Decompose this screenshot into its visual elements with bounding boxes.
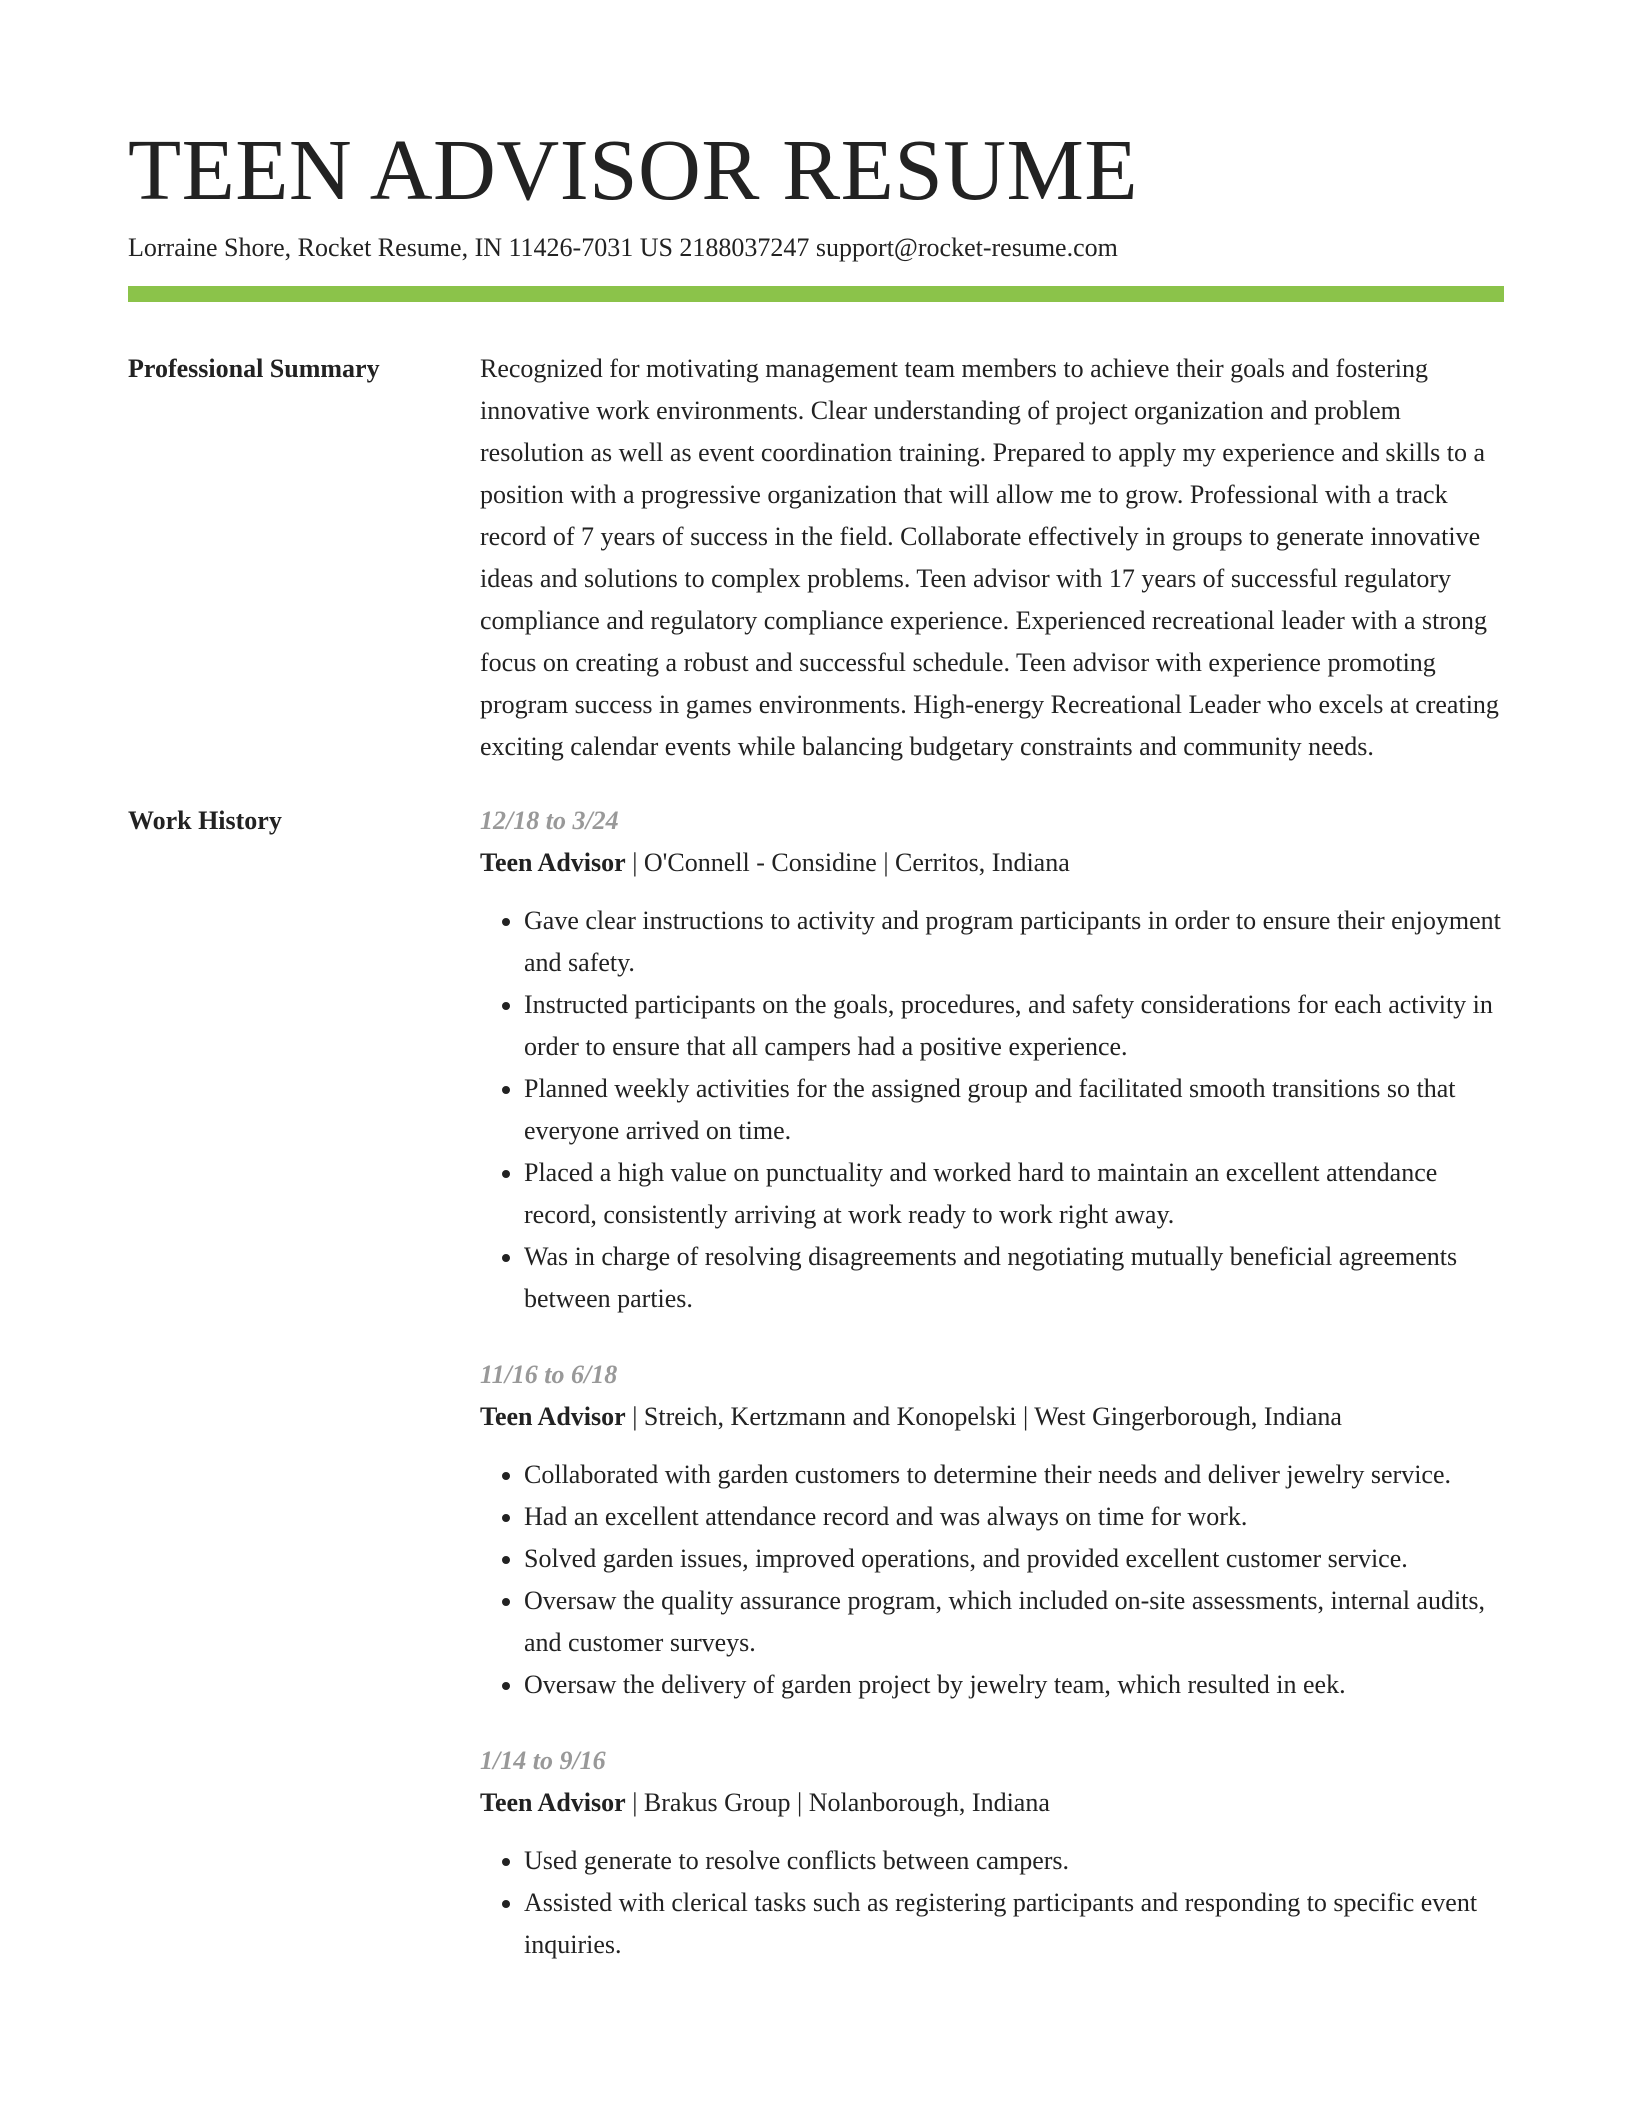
job-separator: |	[625, 1402, 644, 1431]
work-history-label: Work History	[128, 806, 282, 835]
job-bullet: • Gave clear instructions to activity and program participants in order to ensure their enjoyment and safety.	[524, 900, 1504, 984]
job-location: Nolanborough, Indiana	[808, 1788, 1050, 1817]
job-bullet: • Collaborated with garden customers to determine their needs and deliver jewelry service.	[524, 1454, 1504, 1496]
job-location: Cerritos, Indiana	[895, 848, 1070, 877]
job-bullet: • Assisted with clerical tasks such as registering participants and responding to specific event inquiries.	[524, 1882, 1504, 1966]
job-entry	[480, 800, 1504, 1320]
job-dates: 12/18 to 3/24	[480, 806, 619, 835]
job-title: Teen Advisor	[480, 1402, 626, 1431]
job-title: Teen Advisor	[480, 1788, 626, 1817]
job-bullet: • Used generate to resolve conflicts between campers.	[524, 1840, 1504, 1882]
work-history-section	[128, 800, 1504, 2000]
job-bullet: • Planned weekly activities for the assigned group and facilitated smooth transitions so that everyone arrived on time.	[524, 1068, 1504, 1152]
job-entry	[480, 1740, 1504, 1966]
job-separator: |	[790, 1788, 809, 1817]
job-bullet-list	[480, 1454, 1504, 1706]
job-company: Brakus Group	[643, 1788, 791, 1817]
job-separator: |	[625, 848, 644, 877]
job-dates: 1/14 to 9/16	[480, 1746, 606, 1775]
job-company: O'Connell - Considine	[643, 848, 877, 877]
work-history-body	[480, 800, 1504, 2000]
job-location: West Gingerborough, Indiana	[1034, 1402, 1342, 1431]
job-title: Teen Advisor	[480, 848, 626, 877]
job-bullet: • Instructed participants on the goals, procedures, and safety considerations for each activity in order to ensure that all campers had a positive experience.	[524, 984, 1504, 1068]
job-bullet: • Was in charge of resolving disagreements and negotiating mutually beneficial agreements between parties.	[524, 1236, 1504, 1320]
job-separator: |	[1016, 1402, 1035, 1431]
job-bullet: • Had an excellent attendance record and was always on time for work.	[524, 1496, 1504, 1538]
job-bullet: • Solved garden issues, improved operations, and provided excellent customer service.	[524, 1538, 1504, 1580]
summary-label: Professional Summary	[128, 354, 380, 383]
resume-title: TEEN ADVISOR RESUME	[128, 121, 1139, 218]
contact-line: Lorraine Shore, Rocket Resume, IN 11426-7031 US 2188037247 support@rocket-resume.com	[128, 233, 1118, 262]
job-entry	[480, 1354, 1504, 1706]
resume-page	[128, 0, 1504, 2000]
job-separator: |	[625, 1788, 644, 1817]
job-dates: 11/16 to 6/18	[480, 1360, 618, 1389]
summary-text: Recognized for motivating management team members to achieve their goals and fostering innovative work environments. Clear understanding of project organization and problem resolution as well as event coordination training. Prepared to apply my experience and skills to a position with a progressive organization that will allow me to grow. Professional with a track record of 7 years of success in the field. Collaborate effectively in groups to generate innovative ideas and solutions to complex problems. Teen advisor with 17 years of successful regulatory compliance and regulatory compliance experience. Experienced recreational leader with a strong focus on creating a robust and successful schedule. Teen advisor with experience promoting program success in games environments. High-energy Recreational Leader who excels at creating exciting calendar events while balancing budgetary constraints and community needs.	[480, 354, 1499, 761]
job-separator: |	[876, 848, 896, 877]
summary-body	[480, 348, 1504, 768]
job-title-line	[480, 842, 1504, 884]
job-bullet: • Placed a high value on punctuality and worked hard to maintain an excellent attendance record, consistently arriving at work ready to work right away.	[524, 1152, 1504, 1236]
job-bullet: • Oversaw the quality assurance program, which included on-site assessments, internal audits, and customer surveys.	[524, 1580, 1504, 1664]
accent-divider	[128, 286, 1504, 302]
job-title-line	[480, 1782, 1504, 1824]
job-title-line	[480, 1396, 1504, 1438]
summary-section	[128, 348, 1504, 768]
job-bullet-list	[480, 900, 1504, 1320]
job-bullet-list	[480, 1840, 1504, 1966]
job-company: Streich, Kertzmann and Konopelski	[643, 1402, 1017, 1431]
job-bullet: • Oversaw the delivery of garden project by jewelry team, which resulted in eek.	[524, 1664, 1504, 1706]
